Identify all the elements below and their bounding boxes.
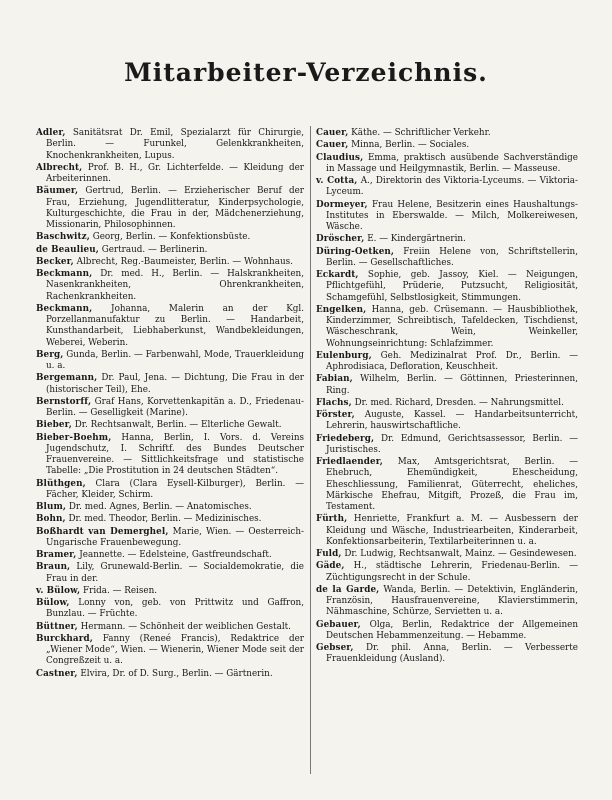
entry-description: Dr. Rechtsanwalt, Berlin. — Elterliche Gewalt. <box>74 420 282 431</box>
entry-description: Gunda, Berlin. — Farbenwahl, Mode, Trauerkleidung u. a. <box>46 349 304 371</box>
entry-name: Bernstorff, <box>36 396 92 407</box>
directory-entry <box>316 398 578 409</box>
directory-entry <box>316 374 578 397</box>
directory-entry <box>316 620 578 643</box>
directory-entry <box>316 200 578 234</box>
entry-description: Henriette, Frankfurt a. M. — Ausbessern der Kleidung und Wäsche, Industriearbeiten, Kinderarbeit, Konfektionsarbeiterin, Textilarbeiterinnen u. a. <box>326 514 578 547</box>
entry-name: Beckmann, <box>36 269 93 279</box>
entry-description: Minna, Berlin. — Sociales. <box>351 140 470 151</box>
entry-name: Bieber, <box>36 420 72 431</box>
entry-name: Beckmann, <box>36 303 93 314</box>
directory-entry <box>36 186 304 231</box>
entry-name: Blum, <box>36 502 67 512</box>
entry-description: Georg, Berlin. — Konfektionsbüste. <box>92 232 251 243</box>
directory-entry <box>316 247 578 270</box>
entry-description: Sanitätsrat Dr. Emil, Spezialarzt für Chirurgie, Berlin. — Furunkel, Gelenkkrankheiten, Knochenkrankheiten, Lupus. <box>46 128 305 161</box>
directory-entry <box>316 457 578 513</box>
entry-name: Fabian, <box>316 374 353 385</box>
entry-name: Fürth, <box>316 514 348 525</box>
directory-entry <box>36 550 304 561</box>
directory-entry <box>36 669 304 680</box>
entry-description: Johanna, Malerin an der Kgl. Porzellanmanufaktur zu Berlin. — Handarbeit, Kunsthandarbeit, Liebhaberkunst, Wandbekleidungen, Weberei, Weberin. <box>46 303 305 348</box>
entry-description: Geh. Medizinalrat Prof. Dr., Berlin. — Aphrodisiaca, Defloration, Keuschheit. <box>326 350 579 372</box>
directory-entry <box>316 351 578 374</box>
entry-description: Sophie, geb. Jassoy, Kiel. — Neigungen, Pflichtgefühl, Prüderie, Putzsucht, Religiosität, Schamgefühl, Selbstlosigkeit, Stimmungen. <box>326 270 578 303</box>
entry-description: Käthe. — Schriftlicher Verkehr. <box>351 128 491 138</box>
entry-name: Dormeyer, <box>316 199 368 210</box>
directory-entry <box>316 140 578 151</box>
entry-description: Wilhelm, Berlin. — Göttinnen, Priesterinnen, Ring. <box>326 374 579 396</box>
directory-entry <box>36 433 304 478</box>
directory-entry <box>36 128 304 162</box>
entry-name: de la Garde, <box>316 584 380 595</box>
entry-description: Dr. Ludwig, Rechtsanwalt, Mainz. — Gesindewesen. <box>344 549 577 559</box>
entry-name: Bülow, <box>36 598 70 608</box>
entry-name: Gebser, <box>316 643 354 653</box>
entry-name: Cauer, <box>316 140 349 151</box>
entry-name: Friedlaender, <box>316 457 383 467</box>
directory-entry <box>36 598 304 621</box>
directory-entry <box>36 514 304 525</box>
entry-name: Albrecht, <box>36 162 83 173</box>
entry-description: Clara (Clara Eysell-Kilburger), Berlin. — Fächer, Kleider, Schirm. <box>46 478 304 500</box>
entry-description: Prof. B. H., Gr. Lichterfelde. — Kleidung der Arbeiterinnen. <box>46 162 304 184</box>
directory-entry <box>316 549 578 560</box>
directory-entry <box>316 270 578 304</box>
entry-description: Dr. med. Theodor, Berlin. — Medizinisches. <box>68 514 262 525</box>
entry-name: Bergemann, <box>36 373 98 384</box>
entry-description: Jeannette. — Edelsteine, Gastfreundschaft. <box>79 550 272 560</box>
entry-description: Frida. — Reisen. <box>83 585 158 596</box>
entry-description: Freiin Helene von, Schriftstellerin, Berlin. — Gesellschaftliches. <box>326 246 578 268</box>
entry-name: Flachs, <box>316 397 352 408</box>
entry-description: Dr. med. Richard, Dresden. — Nahrungsmittel. <box>354 397 564 408</box>
entry-name: Boßhardt van Demerghel, <box>36 526 169 537</box>
directory-entry <box>36 502 304 513</box>
directory-entry <box>36 479 304 502</box>
entry-description: Marie, Wien. — Oesterreich-Ungarische Frauenbewegung. <box>46 526 304 548</box>
directory-entry <box>36 257 304 268</box>
entry-description: A., Direktorin des Viktoria-Lyceums. — Viktoria-Lyceum. <box>326 176 578 198</box>
entry-name: de Beaulieu, <box>36 244 99 255</box>
entry-name: Eulenburg, <box>316 350 372 361</box>
entry-name: Eckardt, <box>316 270 359 280</box>
directory-entry <box>36 350 304 373</box>
directory-entry <box>316 176 578 199</box>
directory-entry <box>316 305 578 350</box>
entry-description: Max, Amtsgerichtsrat, Berlin. — Ehebruch, Ehemündigkeit, Ehescheidung, Eheschliessung, Familienrat, Güterrecht, eheliches, Märkische Ehefrau, Mitgift, Prozeß, die Frau im, Testament. <box>326 457 578 512</box>
column-divider <box>310 126 311 774</box>
entry-description: Gertrud, Berlin. — Erzieherischer Beruf der Frau, Erziehung, Jugendlitteratur, Kinderpsychologie, Kulturgeschichte, die Frau in der, Mädchenerziehung, Missionarin, Philosophinnen. <box>46 186 305 230</box>
entry-description: H., städtische Lehrerin, Friedenau-Berlin. — Züchtigungsrecht in der Schule. <box>326 561 578 583</box>
entry-description: Fanny (Reneé Francis), Redaktrice der „Wiener Mode“, Wien. — Wienerin, Wiener Mode seit der Congreßzeit u. a. <box>46 633 305 667</box>
entry-description: Dr. med. Agnes, Berlin. — Anatomisches. <box>68 502 252 512</box>
directory-entry <box>316 643 578 666</box>
directory-entry <box>36 586 304 597</box>
entry-name: Becker, <box>36 256 74 267</box>
entry-name: Adler, <box>36 128 66 138</box>
entry-name: Friedeberg, <box>316 433 375 444</box>
entry-name: v. Cotta, <box>316 176 358 186</box>
entry-name: Castner, <box>36 668 78 679</box>
directory-entry <box>316 585 578 619</box>
entry-name: Büttner, <box>36 621 78 632</box>
entry-name: Förster, <box>316 410 355 420</box>
entry-name: Bramer, <box>36 550 77 560</box>
entry-description: Graf Hans, Korvettenkapitän a. D., Friedenau-Berlin. — Geselligkeit (Marine). <box>46 396 305 418</box>
entry-description: Lily, Grunewald-Berlin. — Socialdemokratie, die Frau in der. <box>46 562 304 584</box>
directory-entry <box>316 514 578 548</box>
entry-description: Frau Helene, Besitzerin eines Haushaltungs-Institutes in Eberswalde. — Milch, Molkereiwesen, Wäsche. <box>326 199 578 232</box>
entry-description: Dr. Paul, Jena. — Dichtung, Die Frau in der (historischer Teil), Ehe. <box>46 373 304 395</box>
entry-description: Olga, Berlin, Redaktrice der Allgemeinen Deutschen Hebammenzeitung. — Hebamme. <box>326 619 579 641</box>
directory-entry <box>36 420 304 431</box>
entry-name: Berg, <box>36 349 64 360</box>
directory-entry <box>36 304 304 349</box>
entry-description: Elvira, Dr. of D. Surg., Berlin. — Gärtnerin. <box>80 668 273 679</box>
entry-description: Emma, praktisch ausübende Sachverständige in Massage und Heilgymnastik, Berlin. — Masseuse. <box>326 152 578 174</box>
entry-description: Gertraud. — Berlinerin. <box>101 244 208 255</box>
entry-description: Dr. phil. Anna, Berlin. — Verbesserte Frauenkleidung (Ausland). <box>326 643 578 665</box>
entry-description: Hanna, Berlin, I. Vors. d. Vereins Jugendschutz, I. Schriftf. des Bundes Deutscher Frauenvereine. — Sittlichkeitsfrage und statistische Tabelle: „Die Prostitution in 24 deutschen Städten“. <box>46 432 304 477</box>
entry-name: Bieber-Boehm, <box>36 432 112 443</box>
entry-description: Albrecht, Reg.-Baumeister, Berlin. — Wohnhaus. <box>76 256 293 267</box>
directory-entry <box>36 622 304 633</box>
directory-entry <box>316 128 578 139</box>
entry-description: E. — Kindergärtnerin. <box>367 234 466 245</box>
entry-name: v. Bülow, <box>36 585 81 596</box>
entry-name: Bohn, <box>36 514 66 525</box>
right-column <box>316 128 578 666</box>
entry-name: Claudius, <box>316 152 364 163</box>
entry-name: Blüthgen, <box>36 478 86 489</box>
entry-name: Fuld, <box>316 549 342 559</box>
entry-name: Baschwitz, <box>36 232 90 243</box>
entry-name: Gebauer, <box>316 619 361 630</box>
entry-description: Auguste, Kassel. — Handarbeitsunterricht, Lehrerin, hauswirtschaftliche. <box>326 410 579 432</box>
directory-entry <box>36 397 304 420</box>
entry-name: Burckhard, <box>36 633 93 644</box>
entry-description: Lonny von, geb. von Prittwitz und Gaffron, Bunzlau. — Früchte. <box>46 598 305 620</box>
page-title: Mitarbeiter-Verzeichnis. <box>124 58 488 87</box>
directory-entry <box>36 245 304 256</box>
entry-name: Braun, <box>36 562 71 573</box>
entry-description: Wanda, Berlin. — Detektivin, Engländerin, Französin, Hausfrauenvereine, Klavierstimmerin, Nähmaschine, Schürze, Servietten u. a. <box>326 584 578 618</box>
directory-entry <box>36 269 304 303</box>
directory-entry <box>36 373 304 396</box>
entry-name: Dröscher, <box>316 234 365 245</box>
entry-description: Dr. med. H., Berlin. — Halskrankheiten, Nasenkrankheiten, Ohrenkrankheiten, Rachenkrankheiten. <box>46 269 305 302</box>
left-column <box>36 128 304 680</box>
directory-entry <box>316 153 578 176</box>
directory-entry <box>36 163 304 186</box>
directory-entry <box>316 234 578 245</box>
directory-entry <box>36 634 304 668</box>
directory-entry <box>36 527 304 550</box>
directory-entry <box>36 232 304 243</box>
entry-description: Dr. Edmund, Gerichtsassessor, Berlin. — Juristisches. <box>326 433 579 455</box>
entry-name: Cauer, <box>316 128 349 138</box>
directory-entry <box>316 561 578 584</box>
entry-description: Hanna, geb. Crüsemann. — Hausbibliothek, Kinderzimmer, Schreibtisch, Tafeldecken, Tischdienst, Wäscheschrank, Wein, Weinkeller, Wohnungseinrichtung: Schlafzimmer. <box>326 304 579 349</box>
entry-name: Engelken, <box>316 304 367 315</box>
directory-entry <box>316 410 578 433</box>
entry-name: Bäumer, <box>36 186 79 197</box>
entry-name: Düring-Oetken, <box>316 246 395 257</box>
directory-entry <box>36 562 304 585</box>
entry-description: Hermann. — Schönheit der weiblichen Gestalt. <box>80 621 291 632</box>
directory-entry <box>316 434 578 457</box>
entry-name: Gäde, <box>316 561 345 572</box>
